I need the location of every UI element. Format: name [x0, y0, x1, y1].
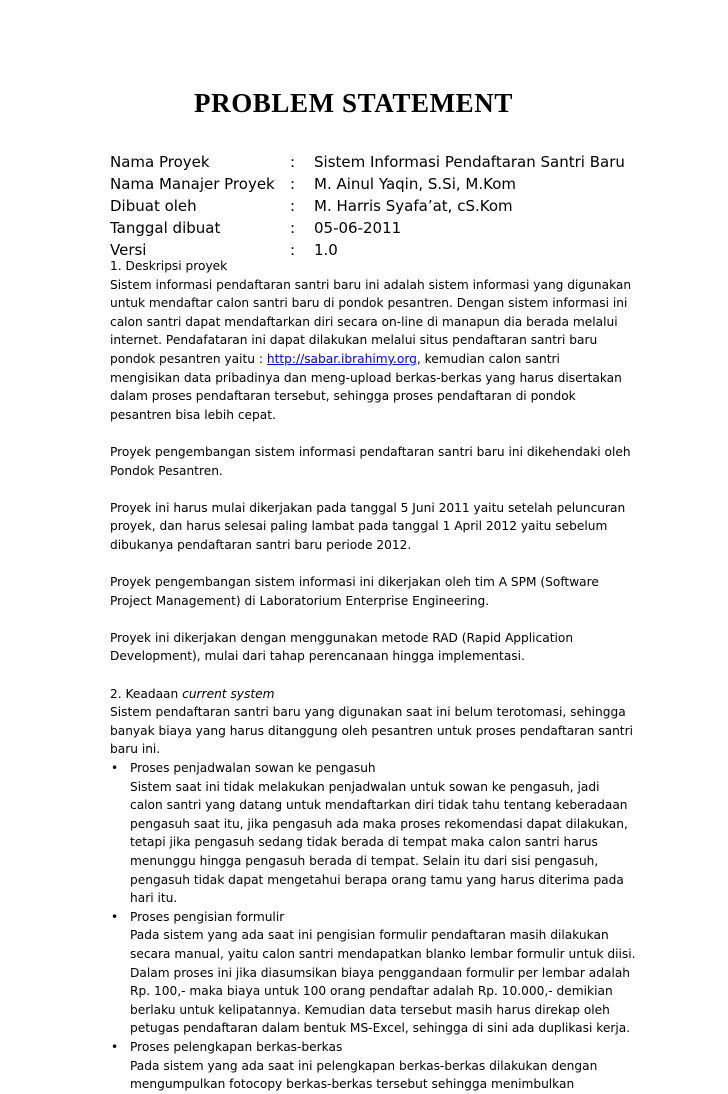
text-line: Sistem informasi pendaftaran santri baru ini adalah sistem informasi yang digunakan [110, 277, 632, 292]
text-line: pengasuh tidak dapat mengetahui berapa orang tamu yang harus diterima pada [130, 872, 624, 887]
meta-label: Nama Manajer Proyek [110, 175, 275, 193]
meta-row-project-manager [110, 173, 650, 195]
text-line: Proyek ini harus mulai dikerjakan pada tanggal 5 Juni 2011 yaitu setelah peluncuran [110, 500, 626, 515]
paragraph-gap [110, 666, 650, 685]
text-line: Pada sistem yang ada saat ini pengisian formulir pendaftaran masih dilakukan [130, 928, 609, 943]
meta-label: Dibuat oleh [110, 197, 197, 215]
website-link[interactable]: http://sabar.ibrahimy.org [266, 351, 417, 366]
paragraph-team [110, 573, 650, 610]
text-line: pengasuh saat itu, jika pengasuh ada maka proses rekomendasi dapat dilakukan, [130, 816, 628, 831]
paragraph-gap [110, 480, 650, 499]
paragraph-method [110, 629, 650, 666]
meta-value: M. Harris Syafa’at, cS.Kom [314, 197, 513, 215]
text-line: mengisikan data pribadinya dan meng-upload berkas-berkas yang harus disertakan [110, 370, 622, 385]
text-line: internet. Pendafataran ini dapat dilakukan melalui situs pendaftaran santri baru [110, 333, 598, 348]
bullet-title: Proses pelengkapan berkas-berkas [130, 1039, 343, 1054]
text-line: Proyek ini dikerjakan dengan menggunakan metode RAD (Rapid Application [110, 630, 574, 645]
meta-value: 05-06-2011 [314, 219, 402, 237]
bullet-icon: • [111, 761, 119, 776]
text-line: mengumpulkan fotocopy berkas-berkas tersebut sehingga menimbulkan [130, 1077, 575, 1092]
text-line: banyak biaya yang harus ditanggung oleh pesantren untuk proses pendaftaran santri [110, 723, 633, 738]
text-line: calon santri yang datang untuk mendaftarkan diri tidak tahu tentang keberadaan [130, 798, 628, 813]
text-line: tetapi jika pengasuh sedang tidak berada di tempat maka calon santri harus [130, 835, 598, 850]
text-line: proyek, dan harus selesai paling lambat pada tanggal 1 April 2012 yaitu sebelum [110, 519, 608, 534]
paragraph-gap [110, 424, 650, 443]
meta-colon: : [290, 219, 296, 237]
text-line: Development), mulai dari tahap perencanaan hingga implementasi. [110, 649, 525, 664]
meta-label: Versi [110, 241, 147, 259]
text-line: Project Management) di Laboratorium Enterprise Engineering. [110, 593, 490, 608]
text-line: Rp. 100,- maka biaya untuk 100 orang pendaftar adalah Rp. 10.000,- demikian [130, 984, 613, 999]
text-line: Pondok Pesantren. [110, 463, 223, 478]
bullet-icon: • [111, 1039, 119, 1054]
meta-colon: : [290, 197, 296, 215]
bullet-item-scheduling [110, 759, 650, 908]
page-title: PROBLEM STATEMENT [194, 88, 513, 118]
text-line: berlaku untuk kelipatannya. Kemudian data tersebut masih harus direkap oleh [130, 1002, 610, 1017]
text-line: calon santri dapat mendaftarkan diri secara on-line di manapun dia berada melalui [110, 314, 618, 329]
text-line: petugas pendaftaran dalam bentuk MS-Excel, sehingga di sini ada duplikasi kerja. [130, 1021, 631, 1036]
meta-colon: : [290, 241, 296, 259]
bullet-title: Proses penjadwalan sowan ke pengasuh [130, 761, 376, 776]
bullet-icon: • [111, 909, 119, 924]
text-line: Sistem pendaftaran santri baru yang digunakan saat ini belum terotomasi, sehingga [110, 705, 626, 720]
heading-text: 2. Keadaan [110, 686, 183, 701]
meta-value: Sistem Informasi Pendaftaran Santri Baru [314, 153, 625, 171]
text-line: Proyek pengembangan sistem informasi pendaftaran santri baru ini dikehendaki oleh [110, 444, 631, 459]
paragraph-current-system-intro [110, 703, 650, 759]
meta-colon: : [290, 153, 296, 171]
meta-row-project-name [110, 151, 650, 173]
meta-row-date [110, 217, 650, 239]
text-line: dibukanya pendaftaran santri baru periode 2012. [110, 537, 412, 552]
paragraph-gap [110, 610, 650, 629]
text-line: menunggu hingga pengasuh berada di tempat. Selain itu dari sisi pengasuh, [130, 854, 599, 868]
text-line: Proyek pengembangan sistem informasi ini dikerjakan oleh tim A SPM (Software [110, 575, 599, 590]
text-line: secara manual, yaitu calon santri mendapatkan blanko lembar formulir untuk diisi. [130, 946, 636, 961]
paragraph-description [110, 276, 650, 425]
paragraph-gap [110, 555, 650, 574]
text-line: hari itu. [130, 891, 178, 906]
section-heading-project-description: 1. Deskripsi proyek [110, 259, 228, 273]
meta-value: M. Ainul Yaqin, S.Si, M.Kom [314, 175, 516, 193]
document-body [110, 257, 650, 1094]
text-line: Dalam proses ini jika diasumsikan biaya penggandaan formulir per lembar adalah [130, 965, 631, 980]
text-line: Sistem saat ini tidak melakukan penjadwalan untuk sowan ke pengasuh, jadi [130, 779, 600, 794]
text-line: Pada sistem yang ada saat ini pelengkapan berkas-berkas dilakukan dengan [130, 1058, 598, 1073]
heading-emphasis: current system [182, 686, 275, 701]
bullet-title: Proses pengisian formulir [130, 909, 285, 924]
paragraph-stakeholder [110, 443, 650, 480]
meta-colon: : [290, 175, 296, 193]
bullet-item-document-completion [110, 1038, 650, 1094]
meta-label: Tanggal dibuat [110, 219, 221, 237]
text-fragment: , kemudian calon santri [416, 351, 560, 366]
paragraph-schedule [110, 499, 650, 555]
text-line: dalam proses pendaftaran tersebut, sehingga proses pendaftaran di pondok [110, 389, 576, 404]
text-line: baru ini. [110, 742, 161, 757]
meta-row-author [110, 195, 650, 217]
text-line: untuk mendaftar calon santri baru di pondok pesantren. Dengan sistem informasi ini [110, 296, 628, 311]
text-fragment: pondok pesantren yaitu : [110, 351, 267, 366]
text-line: pesantren bisa lebih cepat. [110, 407, 276, 422]
section-heading-current-system [110, 685, 650, 704]
text-line-with-link [110, 350, 650, 369]
bullet-item-form-filling [110, 908, 650, 1038]
project-meta-table [110, 151, 650, 261]
meta-value: 1.0 [314, 241, 338, 259]
meta-label: Nama Proyek [110, 153, 210, 171]
